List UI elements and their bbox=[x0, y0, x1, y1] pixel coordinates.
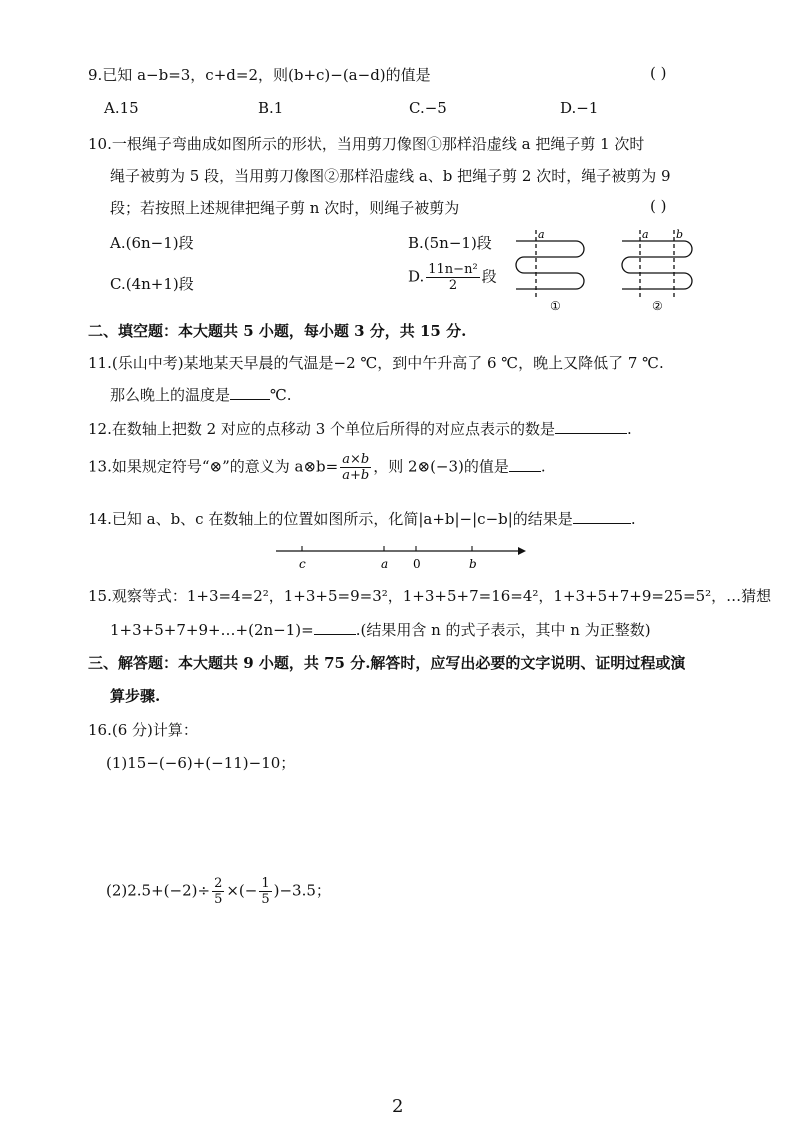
label-b: b bbox=[469, 557, 477, 571]
q10-line3: 段；若按照上述规律把绳子剪 n 次时，则绳子被剪为 bbox=[110, 199, 460, 217]
q15-line2 bbox=[110, 619, 651, 640]
q10-option-d-denominator: 2 bbox=[448, 278, 458, 293]
q16-part2-mid: ×(− bbox=[226, 881, 258, 900]
fig2-label-b: b bbox=[676, 228, 684, 241]
q10-line2: 绳子被剪为 5 段，当用剪刀像图②那样沿虚线 a、b 把绳子剪 2 次时，绳子被剪为 9 bbox=[110, 167, 671, 185]
label-a: a bbox=[381, 557, 389, 571]
fig2-number: ② bbox=[652, 299, 663, 313]
fig1-number: ① bbox=[550, 299, 561, 313]
q10-line1: 10.一根绳子弯曲成如图所示的形状，当用剪刀像图①那样沿虚线 a 把绳子剪 1 次时 bbox=[88, 135, 645, 153]
q10-option-d-numerator: 11n−n² bbox=[428, 262, 478, 277]
q13-answer-blank[interactable] bbox=[509, 457, 541, 472]
q15-line1: 15.观察等式：1+3=4=2²，1+3+5=9=3²，1+3+5+7=16=4²，1+3+5+7+9=25=5²，…猜想 bbox=[88, 587, 772, 605]
q13-line bbox=[88, 452, 546, 483]
q10-option-d bbox=[408, 262, 497, 293]
q12-end: . bbox=[627, 420, 632, 438]
q10-option-c: C.(4n+1)段 bbox=[110, 275, 194, 293]
q9-option-c: C.−5 bbox=[409, 99, 447, 117]
q16-fraction-2-denominator: 5 bbox=[261, 892, 270, 907]
q16-part1: (1)15−(−6)+(−11)−10； bbox=[106, 754, 296, 772]
q16-fraction-2-numerator: 1 bbox=[261, 876, 270, 891]
rope-figure-1 bbox=[510, 230, 584, 298]
q13-pre: 13.如果规定符号“⊗”的意义为 a⊗b= bbox=[88, 457, 339, 476]
q14-text: 14.已知 a、b、c 在数轴上的位置如图所示，化简|a+b|−|c−b|的结果是 bbox=[88, 510, 573, 528]
q11-line1: 11.(乐山中考)某地某天早晨的气温是−2 ℃，到中午升高了 6 ℃，晚上又降低了 7 ℃. bbox=[88, 354, 664, 372]
q16-part2 bbox=[106, 876, 331, 907]
q12-line bbox=[88, 418, 632, 439]
q14-answer-blank[interactable] bbox=[573, 509, 631, 524]
q11-answer-blank[interactable] bbox=[230, 385, 270, 400]
q16-part2-post: )−3.5； bbox=[273, 881, 331, 900]
q13-numerator: a×b bbox=[342, 452, 370, 467]
q9-stem: 9.已知 a−b=3，c+d=2，则(b+c)−(a−d)的值是 bbox=[88, 66, 431, 84]
q14-end: . bbox=[630, 510, 636, 528]
fig2-label-a: a bbox=[642, 228, 649, 241]
number-line bbox=[270, 540, 530, 574]
q14-line bbox=[88, 508, 636, 529]
q16-fraction-1-numerator: 2 bbox=[214, 876, 223, 891]
q15-line2-pre: 1+3+5+7+9+…+(2n−1)= bbox=[110, 621, 314, 639]
number-line-arrow bbox=[518, 547, 526, 555]
label-c: c bbox=[299, 557, 306, 571]
q11-line2-post: ℃. bbox=[270, 386, 292, 404]
q13-post: ，则 2⊗(−3)的值是 bbox=[373, 457, 509, 476]
q16-title: 16.(6 分)计算： bbox=[88, 721, 198, 739]
q11-line2-pre: 那么晚上的温度是 bbox=[110, 386, 231, 404]
section-3-heading-line2: 算步骤. bbox=[110, 687, 161, 705]
page-number: 2 bbox=[392, 1096, 404, 1117]
fig1-label-a: a bbox=[538, 228, 545, 241]
q10-answer-paren: ( ) bbox=[650, 197, 667, 215]
q11-line2 bbox=[110, 384, 292, 405]
q10-option-d-prefix: D. bbox=[408, 267, 425, 286]
q12-answer-blank[interactable] bbox=[555, 419, 627, 434]
label-zero: 0 bbox=[413, 557, 421, 571]
q10-option-b: B.(5n−1)段 bbox=[408, 234, 492, 252]
q10-option-a: A.(6n−1)段 bbox=[110, 234, 194, 252]
q16-fraction-1-denominator: 5 bbox=[214, 892, 223, 907]
q13-denominator: a+b bbox=[342, 468, 370, 483]
q10-option-d-fraction bbox=[426, 262, 479, 293]
q15-answer-blank[interactable] bbox=[314, 620, 356, 635]
section-2-heading: 二、填空题：本大题共 5 小题，每小题 3 分，共 15 分. bbox=[88, 322, 467, 340]
q9-option-d: D.−1 bbox=[560, 99, 599, 117]
q16-part2-pre: (2)2.5+(−2)÷ bbox=[106, 881, 211, 900]
rope-figures bbox=[510, 226, 710, 316]
q9-option-a: A.15 bbox=[104, 99, 139, 117]
q12-text: 12.在数轴上把数 2 对应的点移动 3 个单位后所得的对应点表示的数是 bbox=[88, 420, 556, 438]
q16-fraction-2 bbox=[259, 876, 271, 907]
q13-end: . bbox=[540, 457, 546, 476]
section-3-heading-line1: 三、解答题：本大题共 9 小题，共 75 分.解答时，应写出必要的文字说明、证明过程或演 bbox=[88, 654, 686, 672]
q15-line2-post: .(结果用含 n 的式子表示，其中 n 为正整数) bbox=[355, 621, 651, 639]
q9-option-b: B.1 bbox=[258, 99, 284, 117]
q9-answer-paren: ( ) bbox=[650, 64, 667, 82]
q16-fraction-1 bbox=[212, 876, 224, 907]
q13-fraction bbox=[340, 452, 371, 483]
q10-option-d-suffix: 段 bbox=[481, 267, 497, 286]
